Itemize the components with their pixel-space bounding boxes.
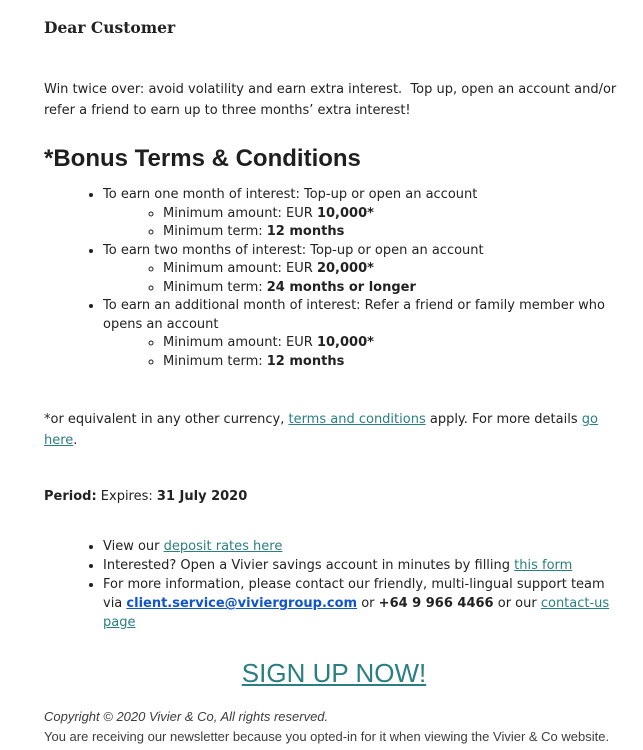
deposit-rates-link[interactable]: deposit rates here [163,539,283,554]
term-sub-label: Minimum amount: EUR [163,205,317,221]
support-email-link[interactable]: client.service@viviergroup.com [126,596,358,611]
term-sub-label: Minimum term: [163,279,267,295]
term-subitem [163,353,624,372]
footnote-paragraph [44,409,624,451]
term-sub-label: Minimum amount: EUR [163,335,317,350]
term-sub-value: 20,000* [316,261,374,276]
action-item [103,556,624,575]
go-here-link[interactable]: go here [44,412,598,448]
contact-us-page-link[interactable]: contact-us page [103,596,610,630]
term-sublist [103,205,624,242]
term-sub-value: 24 months or longer [266,279,416,295]
term-item [103,297,624,371]
optin-notice: You are receiving our newsletter because you opted-in for it when viewing the Vivier & Co website. [44,729,610,744]
term-sub-label: Minimum term: [163,353,267,369]
intro-paragraph: Win twice over: avoid volatility and earn extra interest. Top up, open an account and/or refer a friend to earn up to three months’ extra interest! [44,82,621,118]
action-item [103,537,624,556]
term-sub-value: 12 months [266,224,345,239]
cta-row [44,658,624,688]
action-text: or our [493,596,541,611]
term-item [103,186,624,242]
action-text: Interested? Open a Vivier savings account in minutes by filling [103,558,515,573]
term-text: To earn two months of interest: Top-up or open an account [103,242,484,258]
term-subitem [163,279,624,298]
term-item [103,242,624,298]
term-sublist [103,334,624,371]
footnote-text: . [73,433,78,448]
action-text: For more information, please contact our friendly, multi-lingual support team via [103,577,605,611]
bonus-terms-list [44,186,624,371]
terms-and-conditions-link[interactable]: terms and conditions [288,412,426,427]
footnote-text: apply. For more details [425,412,582,427]
period-expiry-date: 31 July 2020 [156,489,248,504]
term-text: To earn one month of interest: Top-up or open an account [103,187,478,202]
this-form-link[interactable]: this form [514,558,573,573]
term-sub-label: Minimum amount: EUR [163,261,317,276]
copyright-line: Copyright © 2020 Vivier & Co, All rights reserved. [44,709,329,724]
term-subitem [163,205,624,224]
term-sub-value: 12 months [266,353,345,369]
greeting: Dear Customer [44,18,176,37]
term-sub-label: Minimum term: [163,224,267,239]
term-subitem [163,223,624,242]
term-subitem [163,334,624,353]
action-text: or [357,596,379,611]
term-sub-value: 10,000* [316,205,374,221]
actions-list [44,537,624,632]
period-label: Period: [44,489,97,504]
period-line [44,487,624,506]
action-item [103,575,624,632]
bonus-terms-heading: *Bonus Terms & Conditions [44,145,361,172]
support-phone-number: +64 9 966 4466 [378,596,494,611]
term-sub-value: 10,000* [316,335,374,350]
term-sublist [103,260,624,297]
period-expires-text: Expires: [96,489,157,504]
term-subitem [163,260,624,279]
term-text: To earn an additional month of interest: Refer a friend or family member who opens an account [103,298,605,332]
action-text: View our [103,539,164,554]
footnote-text: *or equivalent in any other currency, [44,412,289,427]
sign-up-now-link[interactable]: SIGN UP NOW! [241,658,427,688]
